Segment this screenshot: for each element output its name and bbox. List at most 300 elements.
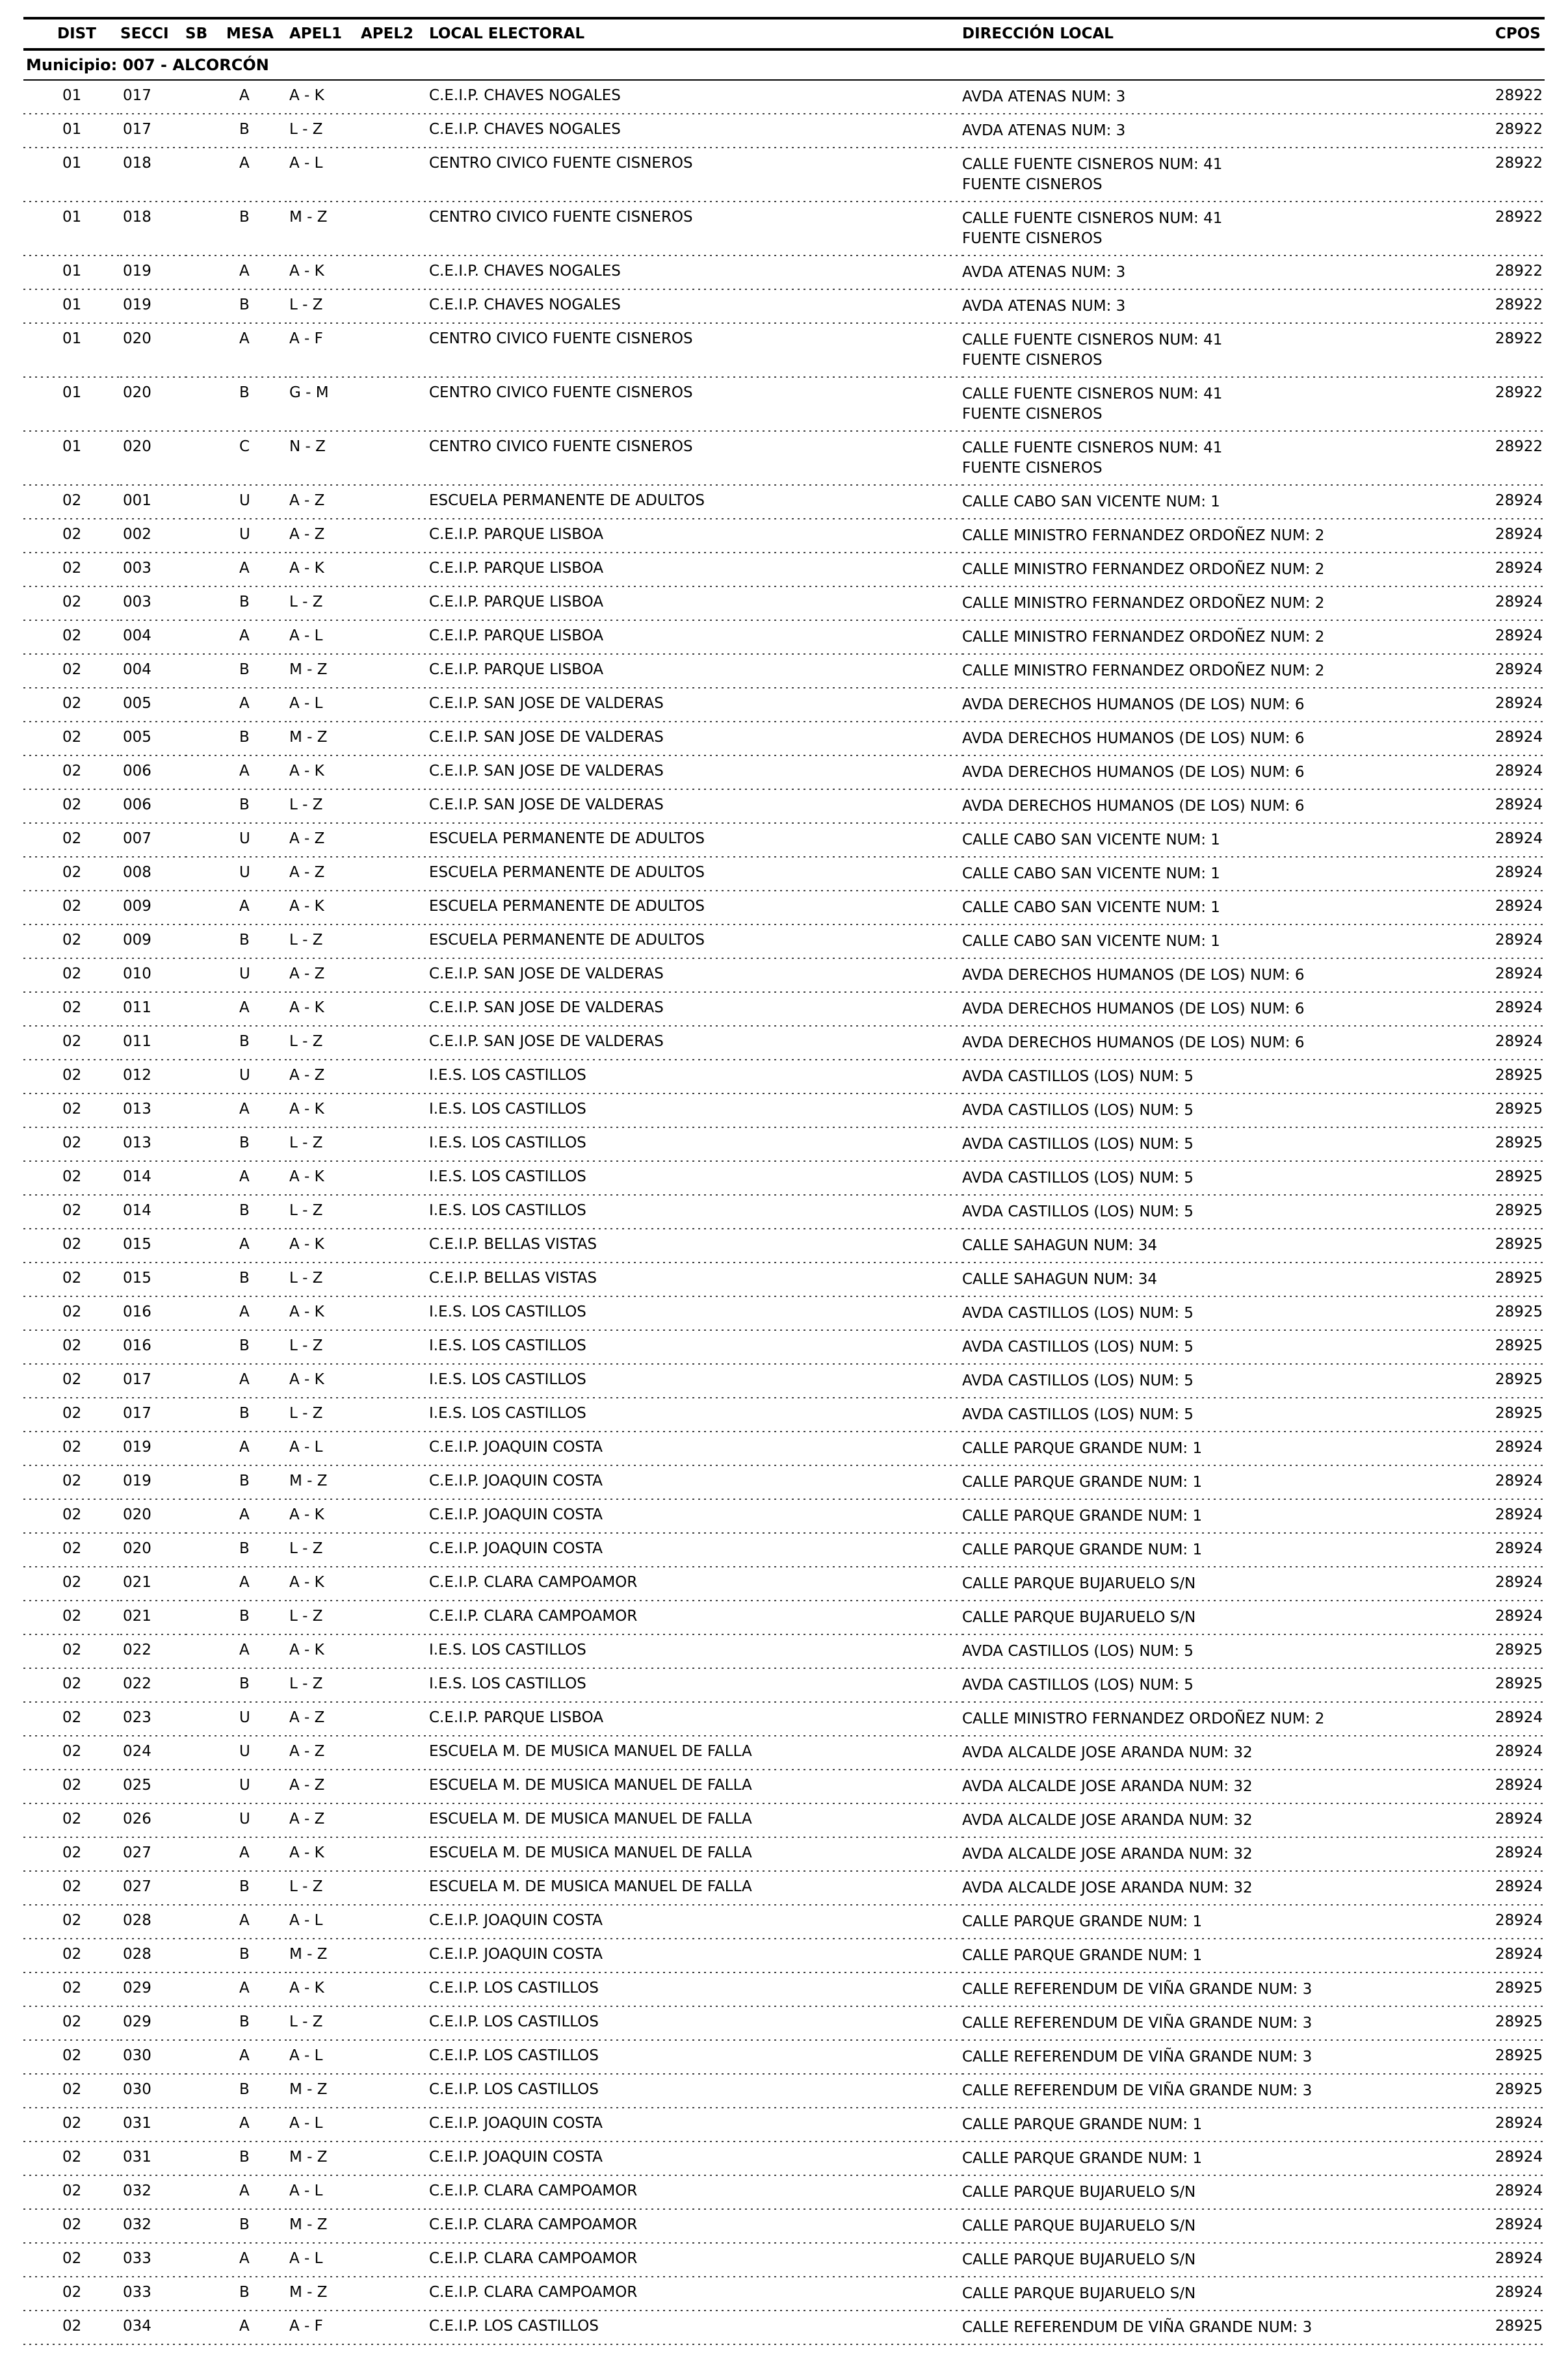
cell-mesa: U xyxy=(226,486,289,519)
cell-secci: 032 xyxy=(120,2176,185,2210)
cell-dist: 02 xyxy=(23,1196,120,1229)
cell-direccion xyxy=(962,1128,1482,1162)
cell-direccion xyxy=(962,148,1482,202)
cell-local-electoral: C.E.I.P. SAN JOSE DE VALDERAS xyxy=(429,756,962,790)
direccion-line: FUENTE CISNEROS xyxy=(962,406,1103,423)
cell-apel: A - K xyxy=(289,553,429,587)
cell-local-electoral: C.E.I.P. SAN JOSE DE VALDERAS xyxy=(429,959,962,993)
cell-dist: 02 xyxy=(23,1466,120,1500)
cell-mesa: B xyxy=(226,2007,289,2041)
cell-dist: 02 xyxy=(23,1973,120,2007)
cell-apel: A - K xyxy=(289,1094,429,1128)
cell-apel: A - K xyxy=(289,1297,429,1331)
cell-cpos: 28924 xyxy=(1482,1804,1545,1838)
cell-sb xyxy=(185,2176,226,2210)
cell-dist: 02 xyxy=(23,824,120,858)
cell-apel: L - Z xyxy=(289,1331,429,1365)
cell-cpos: 28925 xyxy=(1482,1196,1545,1229)
cell-sb xyxy=(185,256,226,290)
direccion-line: AVDA CASTILLOS (LOS) NUM: 5 xyxy=(962,1643,1194,1660)
cell-sb xyxy=(185,290,226,324)
table-row xyxy=(23,824,1545,858)
cell-dist: 02 xyxy=(23,1432,120,1466)
table-row xyxy=(23,1601,1545,1635)
cell-cpos: 28922 xyxy=(1482,148,1545,202)
cell-mesa: B xyxy=(226,790,289,824)
cell-sb xyxy=(185,722,226,756)
col-header-dist: DIST xyxy=(23,18,120,49)
cell-apel: L - Z xyxy=(289,1027,429,1060)
table-row xyxy=(23,1398,1545,1432)
direccion-line: CALLE PARQUE GRANDE NUM: 1 xyxy=(962,2116,1203,2133)
col-header-apel2: APEL2 xyxy=(361,18,429,49)
direccion-line: AVDA ALCALDE JOSE ARANDA NUM: 32 xyxy=(962,1744,1253,1761)
cell-sb xyxy=(185,1838,226,1872)
cell-sb xyxy=(185,2075,226,2108)
direccion-line: CALLE CABO SAN VICENTE NUM: 1 xyxy=(962,493,1220,510)
cell-direccion xyxy=(962,1060,1482,1094)
cell-apel: M - Z xyxy=(289,2277,429,2311)
cell-mesa: B xyxy=(226,2277,289,2311)
cell-mesa: B xyxy=(226,2210,289,2244)
cell-mesa: A xyxy=(226,1973,289,2007)
cell-secci: 028 xyxy=(120,1939,185,1973)
cell-local-electoral: CENTRO CIVICO FUENTE CISNEROS xyxy=(429,324,962,378)
direccion-line: AVDA ATENAS NUM: 3 xyxy=(962,122,1126,139)
cell-local-electoral: C.E.I.P. PARQUE LISBOA xyxy=(429,519,962,553)
cell-sb xyxy=(185,1027,226,1060)
cell-cpos: 28925 xyxy=(1482,1263,1545,1297)
cell-cpos: 28925 xyxy=(1482,1973,1545,2007)
cell-secci: 002 xyxy=(120,519,185,553)
cell-direccion xyxy=(962,2311,1482,2345)
cell-apel: A - K xyxy=(289,80,429,114)
cell-apel: A - K xyxy=(289,1973,429,2007)
cell-apel: L - Z xyxy=(289,1263,429,1297)
cell-dist: 02 xyxy=(23,553,120,587)
cell-secci: 021 xyxy=(120,1601,185,1635)
cell-cpos: 28924 xyxy=(1482,1906,1545,1939)
cell-dist: 02 xyxy=(23,891,120,925)
cell-local-electoral: C.E.I.P. CLARA CAMPOAMOR xyxy=(429,1567,962,1601)
cell-dist: 02 xyxy=(23,655,120,688)
table-row xyxy=(23,1432,1545,1466)
cell-local-electoral: I.E.S. LOS CASTILLOS xyxy=(429,1365,962,1398)
cell-cpos: 28924 xyxy=(1482,1567,1545,1601)
cell-mesa: B xyxy=(226,114,289,148)
direccion-line: CALLE FUENTE CISNEROS NUM: 41 xyxy=(962,439,1223,456)
cell-cpos: 28922 xyxy=(1482,80,1545,114)
cell-direccion xyxy=(962,2210,1482,2244)
cell-sb xyxy=(185,1331,226,1365)
cell-local-electoral: I.E.S. LOS CASTILLOS xyxy=(429,1060,962,1094)
cell-sb xyxy=(185,891,226,925)
cell-secci: 013 xyxy=(120,1128,185,1162)
table-row xyxy=(23,1094,1545,1128)
cell-apel: A - L xyxy=(289,621,429,655)
direccion-line: AVDA DERECHOS HUMANOS (DE LOS) NUM: 6 xyxy=(962,1034,1305,1051)
cell-direccion xyxy=(962,1736,1482,1770)
table-row xyxy=(23,1027,1545,1060)
table-row xyxy=(23,1567,1545,1601)
cell-dist: 02 xyxy=(23,519,120,553)
cell-direccion xyxy=(962,2142,1482,2176)
direccion-line: CALLE PARQUE GRANDE NUM: 1 xyxy=(962,2150,1203,2167)
cell-apel: A - Z xyxy=(289,1736,429,1770)
cell-secci: 024 xyxy=(120,1736,185,1770)
cell-sb xyxy=(185,114,226,148)
direccion-line: AVDA DERECHOS HUMANOS (DE LOS) NUM: 6 xyxy=(962,764,1305,781)
cell-mesa: A xyxy=(226,621,289,655)
cell-dist: 02 xyxy=(23,1398,120,1432)
table-row xyxy=(23,378,1545,432)
direccion-line: CALLE PARQUE BUJARUELO S/N xyxy=(962,2251,1196,2268)
cell-local-electoral: I.E.S. LOS CASTILLOS xyxy=(429,1162,962,1196)
cell-dist: 02 xyxy=(23,1297,120,1331)
cell-secci: 003 xyxy=(120,587,185,621)
direccion-line: AVDA ALCALDE JOSE ARANDA NUM: 32 xyxy=(962,1812,1253,1829)
cell-cpos: 28925 xyxy=(1482,1398,1545,1432)
cell-dist: 02 xyxy=(23,1872,120,1906)
cell-sb xyxy=(185,1669,226,1703)
direccion-line: AVDA ALCALDE JOSE ARANDA NUM: 32 xyxy=(962,1778,1253,1795)
cell-direccion xyxy=(962,256,1482,290)
direccion-line: CALLE PARQUE BUJARUELO S/N xyxy=(962,1609,1196,1626)
table-row xyxy=(23,1196,1545,1229)
table-row xyxy=(23,2108,1545,2142)
cell-apel: A - Z xyxy=(289,959,429,993)
cell-local-electoral: C.E.I.P. CLARA CAMPOAMOR xyxy=(429,2244,962,2277)
cell-direccion xyxy=(962,1466,1482,1500)
cell-secci: 020 xyxy=(120,432,185,486)
cell-secci: 017 xyxy=(120,114,185,148)
cell-direccion xyxy=(962,1398,1482,1432)
cell-dist: 01 xyxy=(23,80,120,114)
cell-apel: A - K xyxy=(289,1162,429,1196)
cell-secci: 015 xyxy=(120,1229,185,1263)
cell-dist: 02 xyxy=(23,722,120,756)
cell-apel: A - L xyxy=(289,2244,429,2277)
direccion-line: CALLE PARQUE GRANDE NUM: 1 xyxy=(962,1541,1203,1558)
table-row xyxy=(23,290,1545,324)
cell-cpos: 28924 xyxy=(1482,1466,1545,1500)
direccion-line: AVDA DERECHOS HUMANOS (DE LOS) NUM: 6 xyxy=(962,798,1305,815)
cell-mesa: A xyxy=(226,2311,289,2345)
cell-direccion xyxy=(962,621,1482,655)
cell-direccion xyxy=(962,1229,1482,1263)
cell-cpos: 28924 xyxy=(1482,655,1545,688)
cell-local-electoral: C.E.I.P. LOS CASTILLOS xyxy=(429,2311,962,2345)
cell-dist: 02 xyxy=(23,2108,120,2142)
cell-sb xyxy=(185,1432,226,1466)
table-row xyxy=(23,80,1545,114)
col-header-local: LOCAL ELECTORAL xyxy=(429,18,962,49)
cell-mesa: A xyxy=(226,2244,289,2277)
cell-cpos: 28922 xyxy=(1482,378,1545,432)
table-row xyxy=(23,1534,1545,1567)
table-row xyxy=(23,2007,1545,2041)
cell-apel: A - K xyxy=(289,1500,429,1534)
direccion-line: CALLE SAHAGUN NUM: 34 xyxy=(962,1271,1158,1288)
cell-direccion xyxy=(962,993,1482,1027)
cell-local-electoral: C.E.I.P. SAN JOSE DE VALDERAS xyxy=(429,993,962,1027)
cell-mesa: A xyxy=(226,1432,289,1466)
cell-apel: M - Z xyxy=(289,202,429,256)
cell-apel: M - Z xyxy=(289,2142,429,2176)
cell-local-electoral: I.E.S. LOS CASTILLOS xyxy=(429,1398,962,1432)
cell-local-electoral: I.E.S. LOS CASTILLOS xyxy=(429,1297,962,1331)
cell-secci: 018 xyxy=(120,148,185,202)
cell-dist: 02 xyxy=(23,1534,120,1567)
direccion-line: CALLE REFERENDUM DE VIÑA GRANDE NUM: 3 xyxy=(962,2319,1313,2336)
cell-sb xyxy=(185,1398,226,1432)
cell-mesa: B xyxy=(226,1939,289,1973)
cell-direccion xyxy=(962,486,1482,519)
cell-sb xyxy=(185,324,226,378)
cell-apel: L - Z xyxy=(289,290,429,324)
cell-secci: 020 xyxy=(120,324,185,378)
cell-direccion xyxy=(962,655,1482,688)
cell-dist: 02 xyxy=(23,1939,120,1973)
cell-direccion xyxy=(962,1770,1482,1804)
table-row xyxy=(23,621,1545,655)
cell-direccion xyxy=(962,925,1482,959)
cell-mesa: A xyxy=(226,2108,289,2142)
table-row xyxy=(23,148,1545,202)
cell-direccion xyxy=(962,290,1482,324)
cell-secci: 007 xyxy=(120,824,185,858)
cell-local-electoral: ESCUELA PERMANENTE DE ADULTOS xyxy=(429,858,962,891)
cell-local-electoral: ESCUELA PERMANENTE DE ADULTOS xyxy=(429,486,962,519)
table-row xyxy=(23,655,1545,688)
direccion-line: AVDA DERECHOS HUMANOS (DE LOS) NUM: 6 xyxy=(962,730,1305,747)
cell-cpos: 28924 xyxy=(1482,925,1545,959)
cell-direccion xyxy=(962,519,1482,553)
cell-dist: 02 xyxy=(23,1770,120,1804)
cell-dist: 02 xyxy=(23,925,120,959)
cell-dist: 02 xyxy=(23,1365,120,1398)
table-row xyxy=(23,858,1545,891)
cell-local-electoral: C.E.I.P. CLARA CAMPOAMOR xyxy=(429,2277,962,2311)
cell-secci: 023 xyxy=(120,1703,185,1736)
cell-secci: 013 xyxy=(120,1094,185,1128)
cell-secci: 008 xyxy=(120,858,185,891)
cell-local-electoral: C.E.I.P. SAN JOSE DE VALDERAS xyxy=(429,1027,962,1060)
cell-dist: 02 xyxy=(23,790,120,824)
direccion-line: CALLE PARQUE GRANDE NUM: 1 xyxy=(962,1947,1203,1964)
cell-direccion xyxy=(962,1027,1482,1060)
cell-apel: A - K xyxy=(289,1838,429,1872)
cell-mesa: B xyxy=(226,1872,289,1906)
municipio-row xyxy=(23,49,1545,80)
cell-cpos: 28922 xyxy=(1482,324,1545,378)
table-row xyxy=(23,1128,1545,1162)
cell-cpos: 28922 xyxy=(1482,256,1545,290)
direccion-line: CALLE MINISTRO FERNANDEZ ORDOÑEZ NUM: 2 xyxy=(962,662,1325,679)
cell-local-electoral: C.E.I.P. JOAQUIN COSTA xyxy=(429,2142,962,2176)
cell-mesa: A xyxy=(226,1500,289,1534)
cell-apel: A - L xyxy=(289,688,429,722)
direccion-line: CALLE FUENTE CISNEROS NUM: 41 xyxy=(962,386,1223,402)
cell-sb xyxy=(185,959,226,993)
cell-mesa: B xyxy=(226,1128,289,1162)
direccion-line: AVDA CASTILLOS (LOS) NUM: 5 xyxy=(962,1372,1194,1389)
cell-apel: A - L xyxy=(289,1906,429,1939)
cell-secci: 005 xyxy=(120,722,185,756)
cell-cpos: 28925 xyxy=(1482,1060,1545,1094)
cell-dist: 02 xyxy=(23,1736,120,1770)
cell-dist: 02 xyxy=(23,2311,120,2345)
direccion-line: CALLE MINISTRO FERNANDEZ ORDOÑEZ NUM: 2 xyxy=(962,561,1325,578)
cell-cpos: 28925 xyxy=(1482,1331,1545,1365)
cell-dist: 02 xyxy=(23,486,120,519)
table-row xyxy=(23,519,1545,553)
cell-secci: 017 xyxy=(120,80,185,114)
direccion-line: CALLE PARQUE GRANDE NUM: 1 xyxy=(962,1913,1203,1930)
table-row xyxy=(23,2311,1545,2345)
cell-direccion xyxy=(962,1872,1482,1906)
cell-sb xyxy=(185,1229,226,1263)
direccion-line: AVDA ATENAS NUM: 3 xyxy=(962,264,1126,281)
col-header-sb: SB xyxy=(185,18,226,49)
cell-sb xyxy=(185,1060,226,1094)
cell-sb xyxy=(185,1500,226,1534)
cell-cpos: 28924 xyxy=(1482,1736,1545,1770)
table-row xyxy=(23,925,1545,959)
cell-mesa: A xyxy=(226,553,289,587)
cell-cpos: 28925 xyxy=(1482,1365,1545,1398)
cell-direccion xyxy=(962,1635,1482,1669)
direccion-line: AVDA CASTILLOS (LOS) NUM: 5 xyxy=(962,1068,1194,1085)
table-row xyxy=(23,1060,1545,1094)
cell-secci: 016 xyxy=(120,1297,185,1331)
cell-direccion xyxy=(962,202,1482,256)
direccion-line: AVDA DERECHOS HUMANOS (DE LOS) NUM: 6 xyxy=(962,967,1305,984)
cell-dist: 02 xyxy=(23,1804,120,1838)
cell-apel: A - Z xyxy=(289,1804,429,1838)
cell-secci: 018 xyxy=(120,202,185,256)
cell-mesa: B xyxy=(226,202,289,256)
table-row xyxy=(23,1906,1545,1939)
table-row xyxy=(23,1804,1545,1838)
cell-apel: M - Z xyxy=(289,722,429,756)
cell-sb xyxy=(185,519,226,553)
cell-dist: 02 xyxy=(23,1601,120,1635)
cell-apel: N - Z xyxy=(289,432,429,486)
direccion-line: AVDA CASTILLOS (LOS) NUM: 5 xyxy=(962,1102,1194,1119)
cell-apel: A - F xyxy=(289,2311,429,2345)
cell-direccion xyxy=(962,378,1482,432)
cell-sb xyxy=(185,1906,226,1939)
cell-cpos: 28924 xyxy=(1482,486,1545,519)
cell-direccion xyxy=(962,1838,1482,1872)
cell-direccion xyxy=(962,1162,1482,1196)
cell-mesa: U xyxy=(226,1770,289,1804)
cell-cpos: 28924 xyxy=(1482,2244,1545,2277)
cell-cpos: 28924 xyxy=(1482,1601,1545,1635)
cell-secci: 006 xyxy=(120,756,185,790)
cell-secci: 011 xyxy=(120,1027,185,1060)
cell-cpos: 28924 xyxy=(1482,824,1545,858)
cell-cpos: 28924 xyxy=(1482,858,1545,891)
cell-cpos: 28924 xyxy=(1482,1500,1545,1534)
cell-sb xyxy=(185,993,226,1027)
cell-direccion xyxy=(962,756,1482,790)
cell-local-electoral: C.E.I.P. CHAVES NOGALES xyxy=(429,114,962,148)
cell-local-electoral: ESCUELA M. DE MUSICA MANUEL DE FALLA xyxy=(429,1838,962,1872)
cell-apel: L - Z xyxy=(289,1601,429,1635)
cell-sb xyxy=(185,1162,226,1196)
cell-sb xyxy=(185,790,226,824)
table-row xyxy=(23,1872,1545,1906)
cell-direccion xyxy=(962,1939,1482,1973)
cell-local-electoral: ESCUELA M. DE MUSICA MANUEL DE FALLA xyxy=(429,1872,962,1906)
cell-apel: A - Z xyxy=(289,519,429,553)
cell-cpos: 28924 xyxy=(1482,621,1545,655)
cell-secci: 029 xyxy=(120,2007,185,2041)
cell-secci: 033 xyxy=(120,2277,185,2311)
direccion-line: CALLE MINISTRO FERNANDEZ ORDOÑEZ NUM: 2 xyxy=(962,595,1325,612)
cell-mesa: B xyxy=(226,1263,289,1297)
cell-apel: A - K xyxy=(289,756,429,790)
table-row xyxy=(23,324,1545,378)
cell-sb xyxy=(185,2041,226,2075)
cell-sb xyxy=(185,486,226,519)
cell-sb xyxy=(185,1601,226,1635)
direccion-line: CALLE MINISTRO FERNANDEZ ORDOÑEZ NUM: 2 xyxy=(962,527,1325,544)
cell-cpos: 28922 xyxy=(1482,114,1545,148)
cell-local-electoral: C.E.I.P. LOS CASTILLOS xyxy=(429,2075,962,2108)
cell-cpos: 28924 xyxy=(1482,2176,1545,2210)
cell-secci: 019 xyxy=(120,256,185,290)
cell-dist: 02 xyxy=(23,587,120,621)
cell-cpos: 28924 xyxy=(1482,519,1545,553)
cell-dist: 02 xyxy=(23,993,120,1027)
direccion-line: AVDA CASTILLOS (LOS) NUM: 5 xyxy=(962,1677,1194,1694)
table-body xyxy=(23,49,1545,2345)
cell-sb xyxy=(185,587,226,621)
cell-direccion xyxy=(962,2277,1482,2311)
cell-cpos: 28924 xyxy=(1482,2108,1545,2142)
cell-cpos: 28924 xyxy=(1482,993,1545,1027)
direccion-line: AVDA ATENAS NUM: 3 xyxy=(962,298,1126,315)
cell-dist: 02 xyxy=(23,1500,120,1534)
table-row xyxy=(23,891,1545,925)
cell-mesa: A xyxy=(226,2176,289,2210)
cell-apel: A - L xyxy=(289,148,429,202)
cell-mesa: B xyxy=(226,587,289,621)
cell-cpos: 28925 xyxy=(1482,1669,1545,1703)
cell-cpos: 28924 xyxy=(1482,1703,1545,1736)
cell-cpos: 28924 xyxy=(1482,959,1545,993)
cell-sb xyxy=(185,1872,226,1906)
direccion-line: CALLE PARQUE GRANDE NUM: 1 xyxy=(962,1440,1203,1457)
cell-dist: 02 xyxy=(23,1229,120,1263)
cell-secci: 015 xyxy=(120,1263,185,1297)
table-row xyxy=(23,1162,1545,1196)
cell-secci: 027 xyxy=(120,1872,185,1906)
cell-mesa: B xyxy=(226,2142,289,2176)
cell-sb xyxy=(185,1534,226,1567)
cell-local-electoral: C.E.I.P. PARQUE LISBOA xyxy=(429,587,962,621)
cell-dist: 02 xyxy=(23,858,120,891)
direccion-line: AVDA CASTILLOS (LOS) NUM: 5 xyxy=(962,1136,1194,1153)
cell-sb xyxy=(185,148,226,202)
cell-mesa: A xyxy=(226,993,289,1027)
direccion-line: AVDA CASTILLOS (LOS) NUM: 5 xyxy=(962,1406,1194,1423)
cell-cpos: 28924 xyxy=(1482,722,1545,756)
cell-apel: A - K xyxy=(289,1229,429,1263)
